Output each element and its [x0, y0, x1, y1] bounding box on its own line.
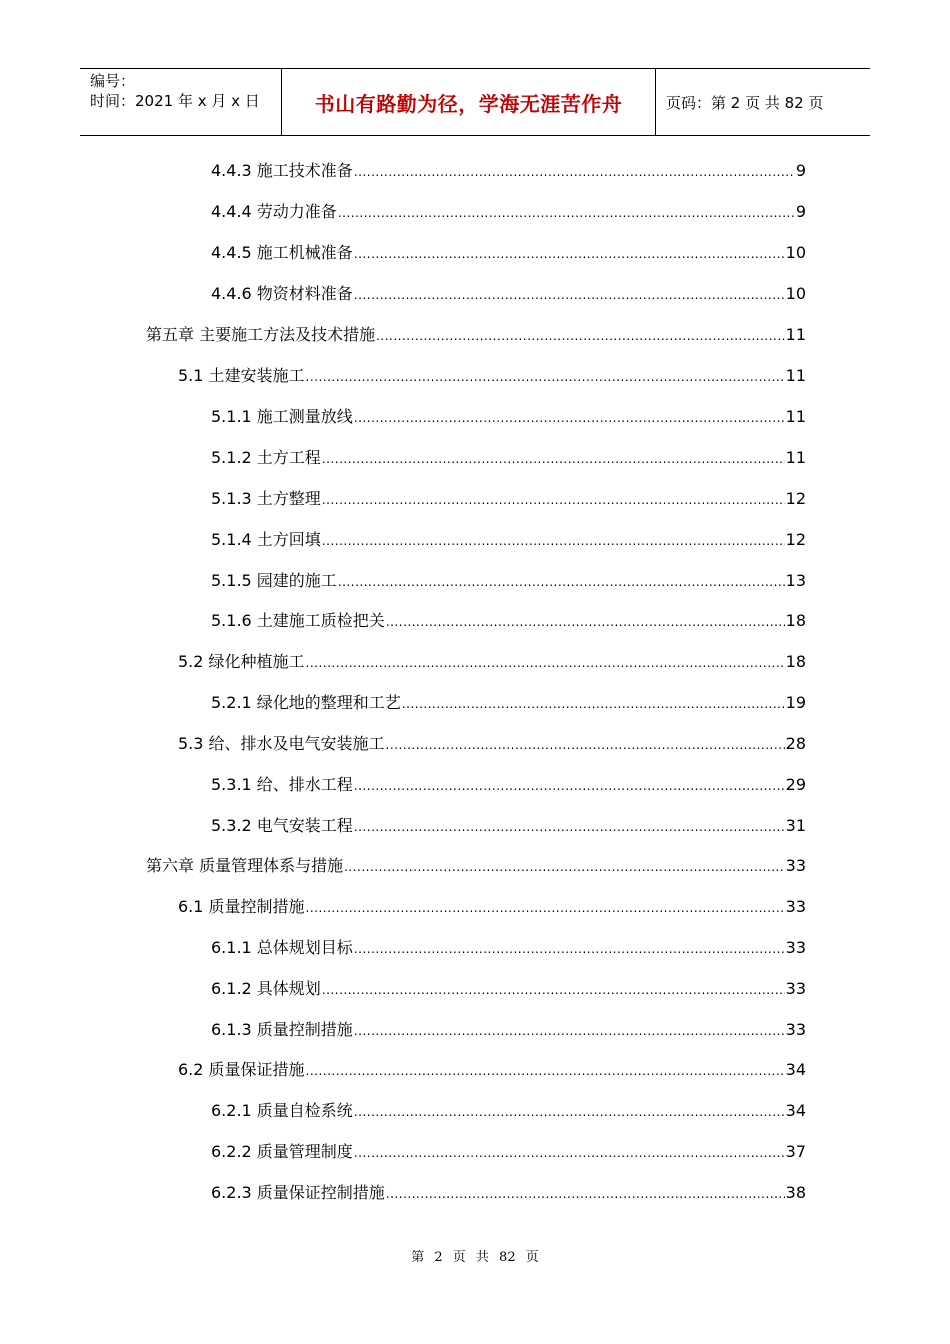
- toc-leader-dots: [322, 978, 785, 1002]
- toc-entry-page: 33: [785, 1020, 806, 1039]
- toc-entry[interactable]: [211, 528, 806, 552]
- toc-leader-dots: [306, 896, 785, 920]
- toc-entry-title: 5.1 土建安装施工: [178, 366, 305, 385]
- toc-entry-page: 33: [785, 856, 806, 875]
- toc-leader-dots: [338, 570, 785, 594]
- toc-entry[interactable]: [211, 691, 806, 715]
- toc-entry-page: 29: [785, 775, 806, 794]
- toc-leader-dots: [376, 324, 785, 348]
- toc-entry[interactable]: [178, 732, 806, 756]
- toc-entry-title: 6.2.2 质量管理制度: [211, 1142, 353, 1161]
- toc-entry[interactable]: [211, 446, 806, 470]
- toc-leader-dots: [354, 1019, 785, 1043]
- toc-entry[interactable]: [211, 1181, 806, 1205]
- toc-entry-title: 5.3.2 电气安装工程: [211, 816, 353, 835]
- toc-entry[interactable]: [211, 814, 806, 838]
- toc-entry-title: 5.3.1 给、排水工程: [211, 775, 353, 794]
- toc-entry[interactable]: [211, 977, 806, 1001]
- toc-entry-title: 6.1 质量控制措施: [178, 897, 305, 916]
- toc-entry-title: 5.2 绿化种植施工: [178, 652, 305, 671]
- toc-entry-title: 5.1.1 施工测量放线: [211, 407, 353, 426]
- toc-entry[interactable]: [211, 405, 806, 429]
- toc-entry-title: 5.1.4 土方回填: [211, 530, 321, 549]
- toc-leader-dots: [354, 1141, 785, 1165]
- toc-entry-page: 34: [785, 1060, 806, 1079]
- toc-entry-title: 5.3 给、排水及电气安装施工: [178, 734, 385, 753]
- toc-leader-dots: [386, 1182, 785, 1206]
- header-meta: [80, 69, 282, 135]
- toc-entry-page: 28: [785, 734, 806, 753]
- toc-leader-dots: [338, 201, 795, 225]
- toc-entry-title: 5.1.2 土方工程: [211, 448, 321, 467]
- toc-entry-page: 18: [785, 611, 806, 630]
- header-motto: 书山有路勤为径，学海无涯苦作舟: [282, 69, 656, 135]
- toc-entry[interactable]: [211, 1018, 806, 1042]
- header-page-info: 页码：第 2 页 共 82 页: [666, 93, 824, 112]
- toc-leader-dots: [386, 610, 785, 634]
- toc-entry-title: 4.4.6 物资材料准备: [211, 284, 353, 303]
- toc-entry-title: 5.1.3 土方整理: [211, 489, 321, 508]
- toc-entry[interactable]: [178, 364, 806, 388]
- toc-entry-page: 13: [785, 571, 806, 590]
- toc-entry-title: 4.4.3 施工技术准备: [211, 161, 353, 180]
- toc-leader-dots: [354, 160, 795, 184]
- toc-entry-page: 11: [785, 448, 806, 467]
- toc-entry-title: 6.2.3 质量保证控制措施: [211, 1183, 385, 1202]
- toc-leader-dots: [386, 733, 785, 757]
- toc-leader-dots: [402, 692, 785, 716]
- toc-entry-title: 4.4.5 施工机械准备: [211, 243, 353, 262]
- toc-entry-title: 第六章 质量管理体系与措施: [146, 856, 344, 875]
- toc-entry[interactable]: [146, 854, 806, 878]
- toc-entry-page: 37: [785, 1142, 806, 1161]
- toc-entry-page: 9: [795, 161, 806, 180]
- toc-leader-dots: [354, 242, 785, 266]
- toc-leader-dots: [354, 815, 785, 839]
- toc-entry[interactable]: [211, 1140, 806, 1164]
- toc-entry[interactable]: [178, 650, 806, 674]
- toc-leader-dots: [354, 406, 785, 430]
- toc-entry-title: 6.2 质量保证措施: [178, 1060, 305, 1079]
- toc-entry[interactable]: [211, 609, 806, 633]
- toc-entry[interactable]: [211, 241, 806, 265]
- toc-entry-title: 4.4.4 劳动力准备: [211, 202, 337, 221]
- toc-leader-dots: [306, 365, 785, 389]
- toc-entry-page: 12: [785, 530, 806, 549]
- toc-entry-page: 11: [785, 366, 806, 385]
- toc-entry-title: 5.1.5 园建的施工: [211, 571, 337, 590]
- toc-entry[interactable]: [211, 569, 806, 593]
- page-footer: 第 2 页 共 82 页: [411, 1250, 539, 1265]
- toc-entry[interactable]: [211, 936, 806, 960]
- toc-leader-dots: [306, 651, 785, 675]
- toc-entry-title: 第五章 主要施工方法及技术措施: [146, 325, 376, 344]
- toc-entry[interactable]: [211, 159, 806, 183]
- toc-entry-page: 9: [795, 202, 806, 221]
- toc-entry-page: 31: [785, 816, 806, 835]
- toc-leader-dots: [322, 488, 785, 512]
- page-header: [80, 68, 870, 136]
- toc-entry[interactable]: [211, 487, 806, 511]
- toc-entry[interactable]: [211, 773, 806, 797]
- toc-entry-page: 10: [785, 243, 806, 262]
- toc-entry-page: 19: [785, 693, 806, 712]
- toc-leader-dots: [354, 1100, 785, 1124]
- toc-leader-dots: [354, 283, 785, 307]
- toc-entry-page: 18: [785, 652, 806, 671]
- toc-entry[interactable]: [211, 200, 806, 224]
- toc-entry-page: 11: [785, 407, 806, 426]
- toc-entry[interactable]: [211, 1099, 806, 1123]
- document-number-label: 编号：: [90, 72, 136, 90]
- toc-entry-page: 33: [785, 897, 806, 916]
- toc-entry-page: 33: [785, 979, 806, 998]
- toc-entry-title: 6.2.1 质量自检系统: [211, 1101, 353, 1120]
- toc-entry-page: 12: [785, 489, 806, 508]
- toc-entry-title: 5.1.6 土建施工质检把关: [211, 611, 385, 630]
- toc-leader-dots: [322, 529, 785, 553]
- toc-entry-page: 38: [785, 1183, 806, 1202]
- toc-leader-dots: [354, 937, 785, 961]
- toc-entry-title: 6.1.3 质量控制措施: [211, 1020, 353, 1039]
- toc-leader-dots: [344, 855, 785, 879]
- toc-entry-page: 33: [785, 938, 806, 957]
- toc-entry-title: 5.2.1 绿化地的整理和工艺: [211, 693, 401, 712]
- toc-entry[interactable]: [146, 323, 806, 347]
- toc-entry-page: 11: [785, 325, 806, 344]
- toc-leader-dots: [354, 774, 785, 798]
- document-time-label: 时间：2021 年 x 月 x 日: [90, 92, 260, 110]
- toc-entry-page: 10: [785, 284, 806, 303]
- toc-entry[interactable]: [178, 1058, 806, 1082]
- toc-entry-title: 6.1.2 具体规划: [211, 979, 321, 998]
- toc-entry-title: 6.1.1 总体规划目标: [211, 938, 353, 957]
- toc-entry[interactable]: [178, 895, 806, 919]
- toc-entry[interactable]: [211, 282, 806, 306]
- toc-entry-page: 34: [785, 1101, 806, 1120]
- toc-leader-dots: [306, 1059, 785, 1083]
- toc-leader-dots: [322, 447, 785, 471]
